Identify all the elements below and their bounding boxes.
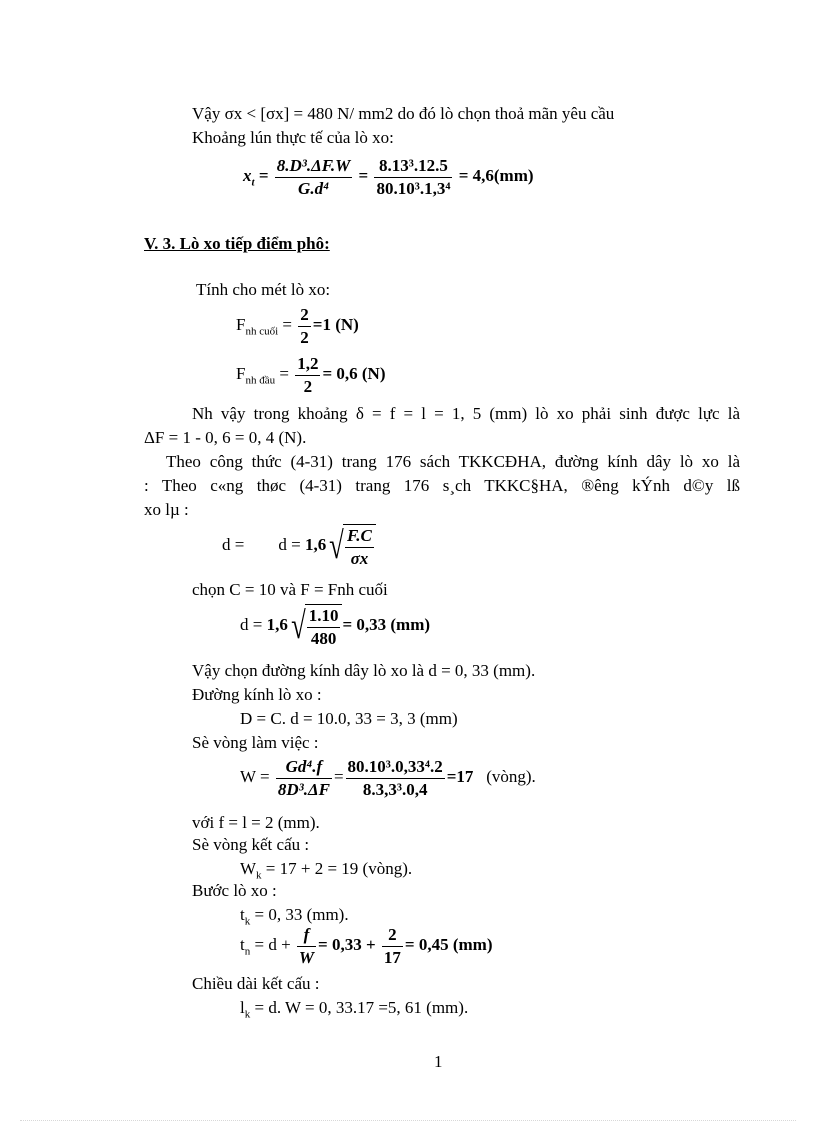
text-line: $l_k = d$. W = 0, 33.17 =5, 61 (mm). [240, 998, 469, 1021]
fraction-numerator: f [297, 925, 316, 947]
text-line [144, 476, 740, 496]
line-structural-length: Chiều dài kết cấu : [192, 974, 320, 993]
fraction-denominator: 2 [303, 376, 313, 396]
text-line: $W_k = 17 + 2 = 19$ (vòng). [240, 859, 413, 882]
text-line [192, 404, 740, 424]
text-line: $t_k = 0$, 33 (mm). [240, 905, 349, 928]
line-choose-diameter: Vậy chọn đường kính dây lò xo là d = 0, 33 (mm). [192, 661, 536, 680]
equation-force-initial: $F_{nh đầu}$ = $\frac{1,2}{2}$ = 0,6 (N) [236, 354, 386, 396]
text-line [144, 500, 189, 520]
text-line [166, 452, 740, 472]
section-heading: V. 3. Lò xo tiếp điểm phô: [144, 234, 330, 253]
fraction-denominator: σx [350, 548, 369, 568]
equation-unit: (vòng). [486, 766, 536, 786]
equation-result: = 0,6 (N) [322, 363, 386, 383]
fraction-numerator: 1,2 [295, 354, 320, 376]
line-d-value: D = C. d = 10.0, 33 = 3, 3 (mm) [240, 709, 458, 728]
line-formula-ref-garbled: : Theo c«ng thøc (4-31) trang 176 s¸ch TKKC§HA, ®êng kÝnh d©y lß [144, 476, 740, 495]
line-choose-c: chọn C = 10 và F = Fnh cuối [192, 580, 388, 599]
equation-force-final: $F_{nh cuối}$ = $\frac{2}{2}$ =1 (N) [236, 305, 359, 347]
line-force-range: Nh vậy trong khoảng δ = f = l = 1, 5 (mm) lò xo phải sinh được lực là [192, 404, 740, 423]
fraction-denominator: G.d⁴ [298, 178, 329, 198]
text-line [144, 428, 306, 448]
text-line [192, 580, 388, 600]
equation-deflection: $x_t$ = $\frac{\text{8.D³.ΔF.W}}{\text{G.d⁴}}$ = $\frac{\text{8.13³.12.5}}{\text{80.10³.1,3⁴}}$ = 4,6(mm) [243, 156, 534, 198]
fraction-numerator: F.C [345, 526, 374, 548]
page-number: 1 [434, 1052, 443, 1071]
equation-result: = 0,45 (mm) [404, 934, 493, 954]
equation-middle: = 0,33 + [318, 934, 376, 954]
equation-result: = 4,6(mm) [458, 165, 534, 185]
fraction-denominator: 480 [310, 628, 337, 648]
fraction-denominator: 80.10³.1,3⁴ [376, 178, 451, 198]
line-with-f: với f = l = 2 (mm). [192, 813, 320, 832]
equation-result: = 0,33 (mm) [342, 614, 431, 634]
equation-pitch: $t_n = d$ + $\frac{f}{W}$ = 0,33 + $\frac{2}{17}$ = 0,45 (mm) [240, 925, 493, 967]
fraction-numerator: 80.10³.0,33⁴.2 [346, 757, 445, 779]
line-xo-la: xo lµ : [144, 500, 189, 519]
fraction-denominator: W [298, 947, 315, 967]
fraction-numerator: 8.13³.12.5 [374, 156, 452, 178]
fraction-denominator: 2 [300, 327, 309, 347]
fraction-denominator: 8D³.ΔF [277, 779, 330, 799]
text-line [192, 813, 320, 833]
text-line [192, 104, 614, 124]
line-structural-turns: Sè vòng kết cấu : [192, 835, 310, 854]
fraction-numerator: 1.10 [307, 606, 341, 628]
line-stress-check: Vậy σx < [σx] = 480 N/ mm2 do đó lò chọn thoả mãn yêu cầu [192, 104, 615, 123]
text-line [192, 974, 319, 994]
equation-result: =17 [446, 766, 474, 786]
line-delta-force: ΔF = 1 - 0, 6 = 0, 4 (N). [144, 428, 307, 447]
fraction-numerator: 8.D³.ΔF.W [275, 156, 353, 178]
fraction-denominator: 17 [383, 947, 401, 967]
text-line [192, 685, 322, 705]
line-spring-diameter: Đường kính lò xo : [192, 685, 322, 704]
equation-wire-diameter: d = d = 1,6√ $\frac{F.C}{\sigma x}$ [222, 524, 376, 568]
text-line [192, 661, 535, 681]
text-line [240, 709, 458, 729]
line-calc-intro: Tính cho mét lò xo: [196, 280, 331, 299]
text-line [192, 733, 319, 753]
coefficient: 1,6 [304, 534, 327, 554]
fraction-numerator: Gd⁴.f [276, 757, 332, 779]
text-line [192, 881, 277, 901]
line-formula-ref: Theo công thức (4-31) trang 176 sách TKKCĐHA, đường kính dây lò xo là [166, 452, 740, 471]
fraction-numerator: 2 [298, 305, 311, 327]
line-pitch: Bước lò xo : [192, 881, 277, 900]
line-working-turns: Sè vòng làm việc : [192, 733, 319, 752]
fraction-numerator: 2 [382, 925, 403, 947]
line-actual-deflection: Khoảng lún thực tế của lò xo: [192, 128, 394, 147]
equation-result: =1 (N) [312, 314, 359, 334]
equation-working-turns: W = $\frac{\text{Gd⁴.f}}{\text{8D³.ΔF}}$ = $\frac{\text{80.10³.0,33⁴.2}}{\text{8.3,3³.0,4}}$ =17 (vòng). [240, 757, 536, 799]
fraction-denominator: 8.3,3³.0,4 [362, 779, 428, 799]
equation-wire-diameter-value: d = 1,6√ $\frac{1.10}{480}$ = 0,33 (mm) [240, 605, 431, 648]
page-divider [20, 1120, 796, 1121]
text-line [192, 128, 394, 148]
coefficient: 1,6 [266, 614, 288, 634]
text-line [192, 835, 309, 855]
text-line [196, 280, 330, 300]
